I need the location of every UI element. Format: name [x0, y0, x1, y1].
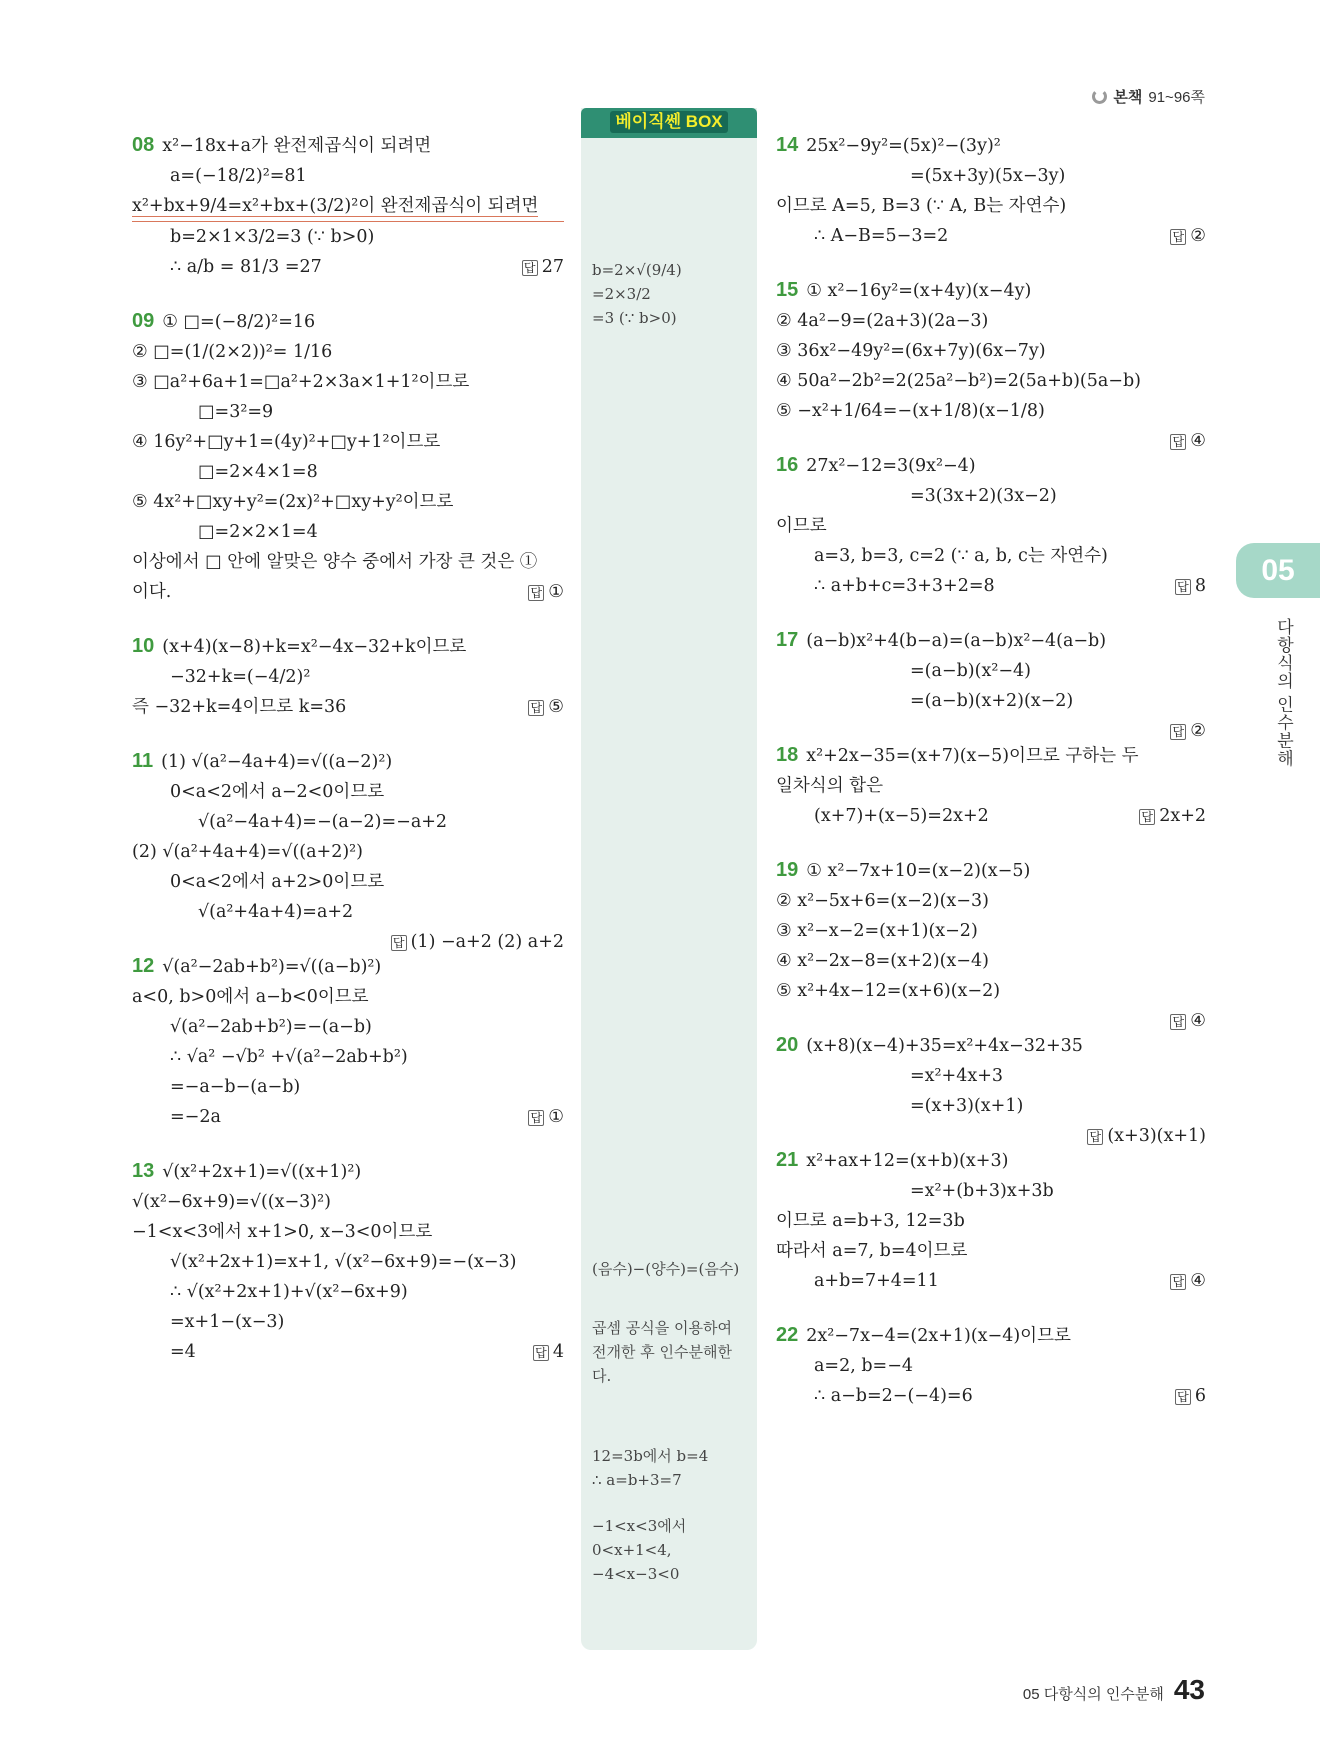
solution-text: =4: [170, 1342, 196, 1362]
solution-line: [776, 886, 1206, 916]
solution-line: [132, 547, 564, 577]
answer-value: 27: [541, 257, 564, 277]
solution-line: [132, 777, 564, 807]
problem-13: [132, 1156, 564, 1367]
answer-mark: [1139, 801, 1206, 831]
solution-text: b=2×1×3/2=3 (∵ b>0): [170, 227, 375, 247]
solution-line: [776, 366, 1206, 396]
problem-20: [776, 1030, 1206, 1146]
solution-text: (x+7)+(x−5)=2x+2: [814, 806, 989, 826]
solution-text: 이다.: [132, 582, 172, 602]
box-note-line: ∴ a=b+3=7: [592, 1471, 682, 1489]
solution-line: [132, 692, 564, 722]
answer-value: ④: [1190, 1011, 1206, 1031]
solution-text: □=2×4×1=8: [198, 462, 318, 482]
problem-number: 22: [776, 1324, 799, 1346]
page-number: 43: [1173, 1674, 1205, 1705]
solution-text: ∴ a−b=2−(−4)=6: [814, 1386, 973, 1406]
answer-mark: [528, 692, 564, 722]
solution-line: [132, 306, 564, 337]
problem-number: 16: [776, 454, 799, 476]
problem-11: [132, 746, 564, 952]
problem-number: 10: [132, 635, 155, 657]
solution-text: x²+2x−35=(x+7)(x−5)이므로 구하는 두: [806, 746, 1139, 766]
answer-value: ⑤: [548, 697, 564, 717]
box-note-line: b=2×√(9/4): [592, 261, 682, 279]
solution-text: ∴ A−B=5−3=2: [814, 226, 949, 246]
solution-line: [776, 336, 1206, 366]
solution-line: [132, 1012, 564, 1042]
solution-text: =(5x+3y)(5x−3y): [910, 166, 1066, 186]
solution-text: a+b=7+4=11: [814, 1271, 939, 1291]
solution-line: [132, 897, 564, 927]
chapter-tab: 05: [1236, 543, 1320, 598]
box-note: [592, 1514, 752, 1586]
solution-text: □=2×2×1=4: [198, 522, 318, 542]
footer-chapter: 05 다항식의 인수분해: [1022, 1686, 1164, 1703]
problem-12: [132, 951, 564, 1132]
answer-value: (x+3)(x+1): [1107, 1126, 1206, 1146]
solution-text: ⑤ 4x²+□xy+y²=(2x)²+□xy+y²이므로: [132, 492, 454, 512]
solution-text: 0<a<2에서 a−2<0이므로: [170, 782, 385, 802]
answer-value: 8: [1194, 576, 1206, 596]
answer-mark: [1175, 1381, 1206, 1411]
solution-line: [132, 1042, 564, 1072]
solution-line: [776, 801, 1206, 831]
solution-line: [132, 662, 564, 692]
answer-icon: 답: [1170, 1274, 1186, 1290]
answer-mark: [1175, 571, 1206, 601]
solution-text: ③ □a²+6a+1=□a²+2×3a×1+1²이므로: [132, 372, 470, 392]
right-column: [776, 130, 1206, 1435]
problem-08: [132, 130, 564, 282]
solution-text: ① □=(−8/2)²=16: [162, 312, 316, 332]
solution-text: ⑤ −x²+1/64=−(x+1/8)(x−1/8): [776, 401, 1045, 421]
answer-mark: [1170, 1266, 1206, 1296]
solution-line: [776, 946, 1206, 976]
solution-text: √(a²−2ab+b²)=√((a−b)²): [162, 957, 382, 977]
basic-box-title: 베이직쎈 BOX: [610, 111, 728, 133]
problem-number: 12: [132, 955, 155, 977]
answer-value: ①: [548, 1107, 564, 1127]
solution-line: [776, 1236, 1206, 1266]
solution-line: [132, 222, 564, 252]
solution-text: 25x²−9y²=(5x)²−(3y)²: [806, 136, 1001, 156]
answer-mark: [533, 1337, 564, 1367]
solution-text: √(a²+4a+4)=a+2: [198, 902, 354, 922]
answer-value: ④: [1190, 431, 1206, 451]
solution-line: [132, 427, 564, 457]
answer-icon: 답: [1175, 1389, 1191, 1405]
solution-text: −32+k=(−4/2)²: [170, 667, 311, 687]
answer-icon: 답: [533, 1345, 549, 1361]
solution-text: √(x²+2x+1)=x+1, √(x²−6x+9)=−(x−3): [170, 1252, 517, 1272]
chapter-title-vertical: 다항식의 인수분해: [1274, 618, 1293, 768]
problem-17: [776, 625, 1206, 741]
answer-icon: 답: [1087, 1129, 1103, 1145]
reference-label: 본책: [1113, 89, 1143, 106]
solution-line: [132, 1102, 564, 1132]
solution-line: [776, 130, 1206, 161]
solution-text: ① x²−7x+10=(x−2)(x−5): [806, 861, 1031, 881]
answer-mark: [522, 252, 564, 282]
box-note-line: 전개한 후 인수분해한: [592, 1343, 732, 1361]
solution-text: 0<a<2에서 a+2>0이므로: [170, 872, 385, 892]
solution-text: ③ x²−x−2=(x+1)(x−2): [776, 921, 978, 941]
solution-text: 이므로 a=b+3, 12=3b: [776, 1211, 965, 1231]
problem-number: 20: [776, 1034, 799, 1056]
solution-text: a=3, b=3, c=2 (∵ a, b, c는 자연수): [814, 546, 1108, 566]
solution-line: [776, 855, 1206, 886]
solution-line: [776, 976, 1206, 1006]
answer-icon: 답: [1170, 1014, 1186, 1030]
answer-icon: 답: [528, 585, 544, 601]
solution-line: [132, 367, 564, 397]
solution-line: [776, 1176, 1206, 1206]
page-reference: [1092, 86, 1205, 107]
box-note: [592, 1444, 752, 1492]
solution-text: √(a²−2ab+b²)=−(a−b): [170, 1017, 372, 1037]
solution-text: 따라서 a=7, b=4이므로: [776, 1241, 968, 1261]
problem-09: [132, 306, 564, 607]
solution-line: [776, 396, 1206, 426]
solution-line: [776, 1381, 1206, 1411]
solution-text: =x+1−(x−3): [170, 1312, 285, 1332]
problem-number: 18: [776, 744, 799, 766]
solution-line: [132, 1247, 564, 1277]
solution-line: [132, 161, 564, 191]
box-note-line: 12=3b에서 b=4: [592, 1447, 709, 1465]
reference-icon: [1092, 89, 1107, 104]
problem-15: [776, 275, 1206, 451]
box-note-line: =3 (∵ b>0): [592, 309, 677, 327]
solution-line: [776, 625, 1206, 656]
solution-text: a<0, b>0에서 a−b<0이므로: [132, 987, 369, 1007]
solution-line: [776, 450, 1206, 481]
solution-text: (2) √(a²+4a+4)=√((a+2)²): [132, 842, 364, 862]
problem-number: 21: [776, 1149, 799, 1171]
box-note-line: 0<x+1<4,: [592, 1541, 672, 1559]
answer-icon: 답: [522, 260, 538, 276]
solution-line: [132, 577, 564, 607]
problem-16: [776, 450, 1206, 601]
problem-number: 11: [132, 750, 154, 772]
solution-text: =(a−b)(x+2)(x−2): [910, 691, 1074, 711]
problem-number: 09: [132, 310, 155, 332]
solution-line: [132, 1217, 564, 1247]
solution-line: [776, 511, 1206, 541]
problem-number: 19: [776, 859, 799, 881]
box-note: [592, 258, 752, 330]
basic-box-panel: [581, 108, 757, 1650]
solution-line: [776, 306, 1206, 336]
box-note-line: 다.: [592, 1367, 612, 1385]
solution-text: 즉 −32+k=4이므로 k=36: [132, 697, 347, 717]
reference-pages: 91~96쪽: [1148, 89, 1205, 106]
solution-text: ④ 50a²−2b²=2(25a²−b²)=2(5a+b)(5a−b): [776, 371, 1142, 391]
solution-text: ⑤ x²+4x−12=(x+6)(x−2): [776, 981, 1001, 1001]
box-note: [592, 1316, 752, 1388]
solution-text: ∴ √(x²+2x+1)+√(x²−6x+9): [170, 1282, 408, 1302]
problem-14: [776, 130, 1206, 251]
solution-line: [776, 275, 1206, 306]
solution-text: ④ 16y²+□y+1=(4y)²+□y+1²이므로: [132, 432, 441, 452]
solution-line: [132, 837, 564, 867]
footer: [1023, 1674, 1205, 1706]
solution-line: [132, 1277, 564, 1307]
solution-line: [132, 631, 564, 662]
solution-text: √(x²−6x+9)=√((x−3)²): [132, 1192, 331, 1212]
answer-icon: 답: [1139, 809, 1155, 825]
answer-icon: 답: [1170, 724, 1186, 740]
solution-line: [776, 221, 1206, 251]
solution-line: [132, 1307, 564, 1337]
problem-number: 13: [132, 1160, 155, 1182]
answer-icon: 답: [528, 1110, 544, 1126]
solution-text: −1<x<3에서 x+1>0, x−3<0이므로: [132, 1222, 433, 1242]
solution-line: [776, 740, 1206, 771]
solution-text: 2x²−7x−4=(2x+1)(x−4)이므로: [806, 1326, 1071, 1346]
solution-text: (x+4)(x−8)+k=x²−4x−32+k이므로: [162, 637, 467, 657]
answer-value: ①: [548, 582, 564, 602]
solution-text: ∴ a/b = 81/3 =27: [170, 257, 322, 277]
solution-line: [776, 1351, 1206, 1381]
solution-text: 일차식의 합은: [776, 776, 883, 796]
solution-line: [776, 1030, 1206, 1061]
left-column: [132, 130, 564, 1391]
answer-value: 2x+2: [1159, 806, 1206, 826]
solution-line: [132, 457, 564, 487]
solution-text: =−a−b−(a−b): [170, 1077, 301, 1097]
solution-line: [776, 541, 1206, 571]
answer-icon: 답: [391, 935, 407, 951]
box-note-line: −1<x<3에서: [592, 1517, 687, 1535]
solution-text: ∴ √a² −√b² +√(a²−2ab+b²): [170, 1047, 408, 1067]
answer-mark: [528, 1102, 564, 1132]
solution-line: [776, 1061, 1206, 1091]
answer-value: ②: [1190, 721, 1206, 741]
solution-text: ② x²−5x+6=(x−2)(x−3): [776, 891, 989, 911]
solution-line: [132, 252, 564, 282]
solution-line: [132, 982, 564, 1012]
solution-line: [132, 1337, 564, 1367]
solution-line: [132, 487, 564, 517]
solution-text: x²−18x+a가 완전제곱식이 되려면: [162, 136, 432, 156]
problem-22: [776, 1320, 1206, 1411]
solution-text: ① x²−16y²=(x+4y)(x−4y): [806, 281, 1032, 301]
solution-text: (a−b)x²+4(b−a)=(a−b)x²−4(a−b): [806, 631, 1107, 651]
solution-line: [776, 1206, 1206, 1236]
solution-line: [132, 867, 564, 897]
solution-text: =(x+3)(x+1): [910, 1096, 1024, 1116]
solution-line: [132, 746, 564, 777]
answer-icon: 답: [1175, 579, 1191, 595]
solution-text: ② □=(1/(2×2))²= 1/16: [132, 342, 333, 362]
answer-value: ②: [1190, 226, 1206, 246]
answer-icon: 답: [528, 700, 544, 716]
solution-text: □=3²=9: [198, 402, 274, 422]
solution-text: (1) √(a²−4a+4)=√((a−2)²): [161, 752, 393, 772]
solution-line: [132, 1156, 564, 1187]
solution-line: [776, 191, 1206, 221]
problem-number: 15: [776, 279, 799, 301]
solution-text: 이상에서 □ 안에 알맞은 양수 중에서 가장 큰 것은 ①: [132, 552, 538, 572]
solution-line: [132, 1072, 564, 1102]
answer-value: (1) −a+2 (2) a+2: [410, 932, 564, 952]
answer-icon: 답: [1170, 229, 1186, 245]
answer-mark: [1170, 221, 1206, 251]
solution-line: [776, 686, 1206, 716]
solution-line: [776, 1145, 1206, 1176]
solution-text: a=(−18/2)²=81: [170, 166, 307, 186]
solution-text: ② 4a²−9=(2a+3)(2a−3): [776, 311, 989, 331]
answer-mark: [528, 577, 564, 607]
solution-text: ③ 36x²−49y²=(6x+7y)(6x−7y): [776, 341, 1046, 361]
solution-line: [132, 1187, 564, 1217]
solution-line: [132, 191, 564, 222]
problem-number: 17: [776, 629, 799, 651]
solution-line: [776, 656, 1206, 686]
problem-number: 08: [132, 134, 155, 156]
solution-line: [776, 481, 1206, 511]
solution-text: √(a²−4a+4)=−(a−2)=−a+2: [198, 812, 448, 832]
box-note: [592, 1257, 752, 1281]
solution-line: [132, 130, 564, 161]
solution-text: a=2, b=−4: [814, 1356, 914, 1376]
solution-text: =3(3x+2)(3x−2): [910, 486, 1057, 506]
solution-text: 27x²−12=3(9x²−4): [806, 456, 976, 476]
solution-line: [132, 337, 564, 367]
solution-text: ④ x²−2x−8=(x+2)(x−4): [776, 951, 989, 971]
problem-10: [132, 631, 564, 722]
problem-19: [776, 855, 1206, 1031]
solution-text: =−2a: [170, 1107, 221, 1127]
solution-line: [776, 916, 1206, 946]
answer-value: ④: [1190, 1271, 1206, 1291]
problem-21: [776, 1145, 1206, 1296]
solution-text: =x²+(b+3)x+3b: [910, 1181, 1054, 1201]
solution-text: (x+8)(x−4)+35=x²+4x−32+35: [806, 1036, 1083, 1056]
box-note-line: −4<x−3<0: [592, 1565, 680, 1583]
solution-text: x²+bx+9/4=x²+bx+(3/2)²이 완전제곱식이 되려면: [132, 196, 539, 216]
solution-text: =x²+4x+3: [910, 1066, 1004, 1086]
solution-line: [776, 571, 1206, 601]
solution-line: [132, 397, 564, 427]
box-note-line: 곱셈 공식을 이용하여: [592, 1319, 732, 1337]
solution-line: [132, 517, 564, 547]
box-note-line: (음수)−(양수)=(음수): [592, 1260, 740, 1278]
solution-text: ∴ a+b+c=3+3+2=8: [814, 576, 995, 596]
answer-value: 4: [552, 1342, 564, 1362]
solution-line: [132, 951, 564, 982]
solution-text: √(x²+2x+1)=√((x+1)²): [162, 1162, 362, 1182]
solution-text: 이므로 A=5, B=3 (∵ A, B는 자연수): [776, 196, 1067, 216]
solution-line: [776, 1091, 1206, 1121]
basic-box-header: [581, 108, 757, 138]
solution-line: [132, 807, 564, 837]
box-note-line: =2×3/2: [592, 285, 651, 303]
answer-value: 6: [1194, 1386, 1206, 1406]
solution-line: [776, 771, 1206, 801]
solution-line: [776, 161, 1206, 191]
problem-18: [776, 740, 1206, 831]
solution-text: x²+ax+12=(x+b)(x+3): [806, 1151, 1009, 1171]
answer-icon: 답: [1170, 434, 1186, 450]
solution-text: =(a−b)(x²−4): [910, 661, 1031, 681]
solution-line: [776, 1320, 1206, 1351]
problem-number: 14: [776, 134, 799, 156]
solution-line: [776, 1266, 1206, 1296]
solution-text: 이므로: [776, 516, 827, 536]
